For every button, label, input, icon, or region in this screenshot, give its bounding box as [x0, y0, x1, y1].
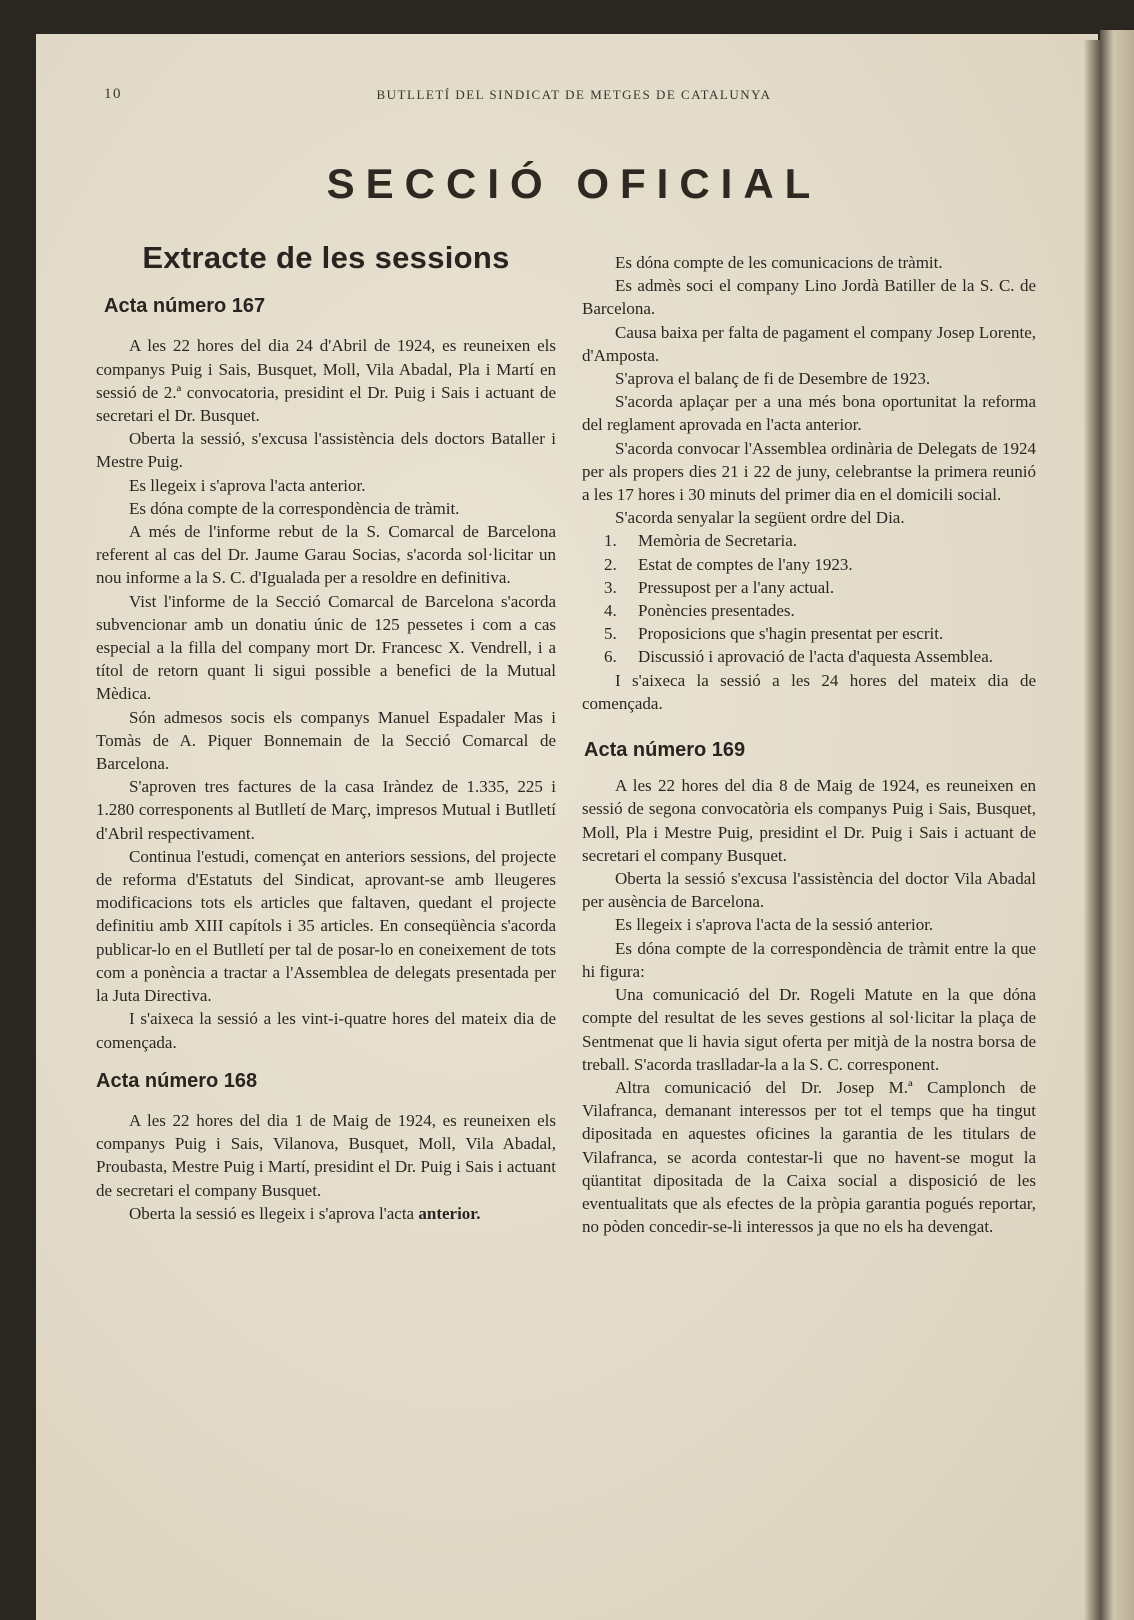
list-number: 4. — [604, 601, 617, 621]
list-number: 2. — [604, 554, 617, 574]
acta-168-heading: Acta número 168 — [96, 1069, 258, 1092]
acta-167-heading: Acta número 167 — [104, 295, 266, 318]
paragraph-text: Oberta la sessió es llegeix i s'aprova l'acta — [129, 1203, 415, 1223]
list-number: 6. — [604, 647, 617, 667]
paragraph: Es llegeix i s'aprova l'acta anterior. — [129, 475, 366, 495]
paragraph — [96, 1202, 556, 1225]
paragraph: Són admesos socis els companys Manuel Espadaler Mas i Tomàs de A. Piquer Bonnemain de la Secció Comarcal de Barcelona. — [96, 707, 556, 774]
paragraph: Oberta la sessió, s'excusa l'assistència dels doctors Bataller i Mestre Puig. — [96, 429, 556, 472]
paragraph: Oberta la sessió s'excusa l'assistència del doctor Vila Abadal per ausència de Barcelona. — [582, 869, 1036, 912]
paragraph: I s'aixeca la sessió a les vint-i-quatre hores del mateix dia de començada. — [96, 1009, 556, 1052]
list-text: Discussió i aprovació de l'acta d'aquesta Assemblea. — [638, 647, 993, 667]
paragraph: S'acorda convocar l'Assemblea ordinària de Delegats de 1924 per als propers dies 21 i 22 de juny, celebrantse la primera reunió a les 17 hores i 30 minuts del primer dia en el domicili social. — [582, 438, 1036, 505]
paragraph: I s'aixeca la sessió a les 24 hores del mateix dia de començada. — [582, 670, 1036, 713]
list-item — [582, 645, 1036, 668]
list-item — [582, 622, 1036, 645]
list-number: 1. — [604, 531, 617, 551]
paragraph: Es admès soci el company Lino Jordà Batiller de la S. C. de Barcelona. — [582, 276, 1036, 319]
list-number: 3. — [604, 577, 617, 597]
paragraph: Una comunicació del Dr. Rogeli Matute en la que dóna compte del resultat de les seves gestions al sol·licitar la plaça de Sentmenat que li havia sigut oferta per mitjà de la nostra borsa de treball. S'acorda traslladar-la a la S. C. corresponent. — [582, 985, 1036, 1074]
list-text: Proposicions que s'hagin presentat per escrit. — [638, 624, 944, 644]
list-text: Pressupost per a l'any actual. — [638, 577, 835, 597]
paragraph: Es llegeix i s'aprova l'acta de la sessió anterior. — [615, 915, 934, 935]
paragraph: Causa baixa per falta de pagament el company Josep Lorente, d'Amposta. — [582, 322, 1036, 365]
paragraph-text-end: anterior. — [418, 1203, 481, 1223]
agenda-list — [582, 529, 1036, 668]
list-text: Memòria de Secretaria. — [638, 531, 798, 551]
paragraph: A les 22 hores del dia 24 d'Abril de 1924, es reuneixen els companys Puig i Sais, Busquet, Moll, Vila Abadal, Pla i Martí en sessió de 2.ª convocatoria, presidint el Dr. Puig i Sais i actuant de secretari el Dr. Busquet. — [96, 336, 556, 426]
list-item — [582, 529, 1036, 552]
list-text: Ponències presentades. — [638, 601, 795, 621]
paragraph: Vist l'informe de la Secció Comarcal de Barcelona s'acorda subvencionar amb un donatiu únic de 125 pessetes i com a cas especial a la filla del company mort Dr. Francesc X. Vendrell, i a títol de retorn quant li sigui possible a benefici de la Mutual Mèdica. — [96, 591, 556, 704]
acta-169-heading: Acta número 169 — [584, 739, 746, 762]
paragraph: Es dóna compte de les comunicacions de tràmit. — [615, 253, 943, 272]
paragraph: Continua l'estudi, començat en anteriors sessions, del projecte de reforma d'Estatuts del Sindicat, aprovant-se amb lleugeres modificacions tots els articles que faltaven, quedant el projecte definitiu amb XIII capítols i 35 articles. En conseqüència s'acorda publicar-lo en el Butlletí per tal de posar-lo en coneixement de tots com a ponència a tractar a l'Assemblea de delegats presentada per la Juta Directiva. — [96, 846, 556, 1006]
paragraph: A les 22 hores del dia 1 de Maig de 1924, es reuneixen els companys Puig i Sais, Vilanova, Busquet, Moll, Vila Abadal, Proubasta, Mestre Puig i Martí, presidint el Dr. Puig i Sais i actuant de secretari el company Busquet. — [96, 1110, 556, 1200]
running-title: BUTLLETÍ DEL SINDICAT DE METGES DE CATALUNYA — [376, 87, 772, 102]
list-text: Estat de comptes de l'any 1923. — [638, 554, 853, 574]
paragraph: Altra comunicació del Dr. Josep M.ª Camplonch de Vilafranca, demanant interessos per tot el temps que ha tingut dipositada en aquestes oficines la garantia de les titulars de Vilafranca, se acorda contestar-li que no havent-se mogut la qüantitat dipositada de la Caixa social a disposició de les eventualitats que als efectes de la pròpia garantia pogués reportar, no pòden concedir-se-li interessos ja que no els ha devengat. — [582, 1077, 1036, 1237]
left-column — [96, 240, 556, 1225]
paragraph: S'acorda senyalar la següent ordre del Dia. — [615, 508, 905, 528]
book-spine-edge — [1100, 30, 1134, 1620]
paragraph: A més de l'informe rebut de la S. Comarcal de Barcelona referent al cas del Dr. Jaume Garau Socias, s'acorda sol·licitar un nou informe a la S. C. d'Igualada per a resoldre en definitiva. — [96, 522, 556, 588]
list-item — [582, 576, 1036, 599]
paragraph: Es dóna compte de la correspondència de tràmit entre la que hi figura: — [582, 938, 1036, 981]
paragraph: Es dóna compte de la correspondència de tràmit. — [129, 498, 460, 518]
section-title: SECCIÓ OFICIAL — [326, 160, 822, 207]
paragraph: S'aprova el balanç de fi de Desembre de 1923. — [615, 369, 931, 389]
list-item — [582, 599, 1036, 622]
main-heading: Extracte de les sessions — [142, 240, 510, 275]
paragraph: A les 22 hores del dia 8 de Maig de 1924, es reuneixen en sessió de segona convocatòria els companys Puig i Sais, Busquet, Moll, Pla i Mestre Puig, presidint el Dr. Puig i Sais i actuant de secretari el company Busquet. — [582, 776, 1036, 865]
right-column — [582, 251, 1036, 1238]
page-number: 10 — [104, 86, 122, 102]
list-number: 5. — [604, 624, 617, 644]
paragraph: S'acorda aplaçar per a una més bona oportunitat la reforma del reglament aprovada en l'acta anterior. — [582, 392, 1036, 435]
paragraph: S'aproven tres factures de la casa Iràndez de 1.335, 225 i 1.280 corresponents al Butlletí de Març, impresos Mutual i Butlletí d'Abril respectivament. — [96, 777, 556, 843]
list-item — [582, 553, 1036, 576]
